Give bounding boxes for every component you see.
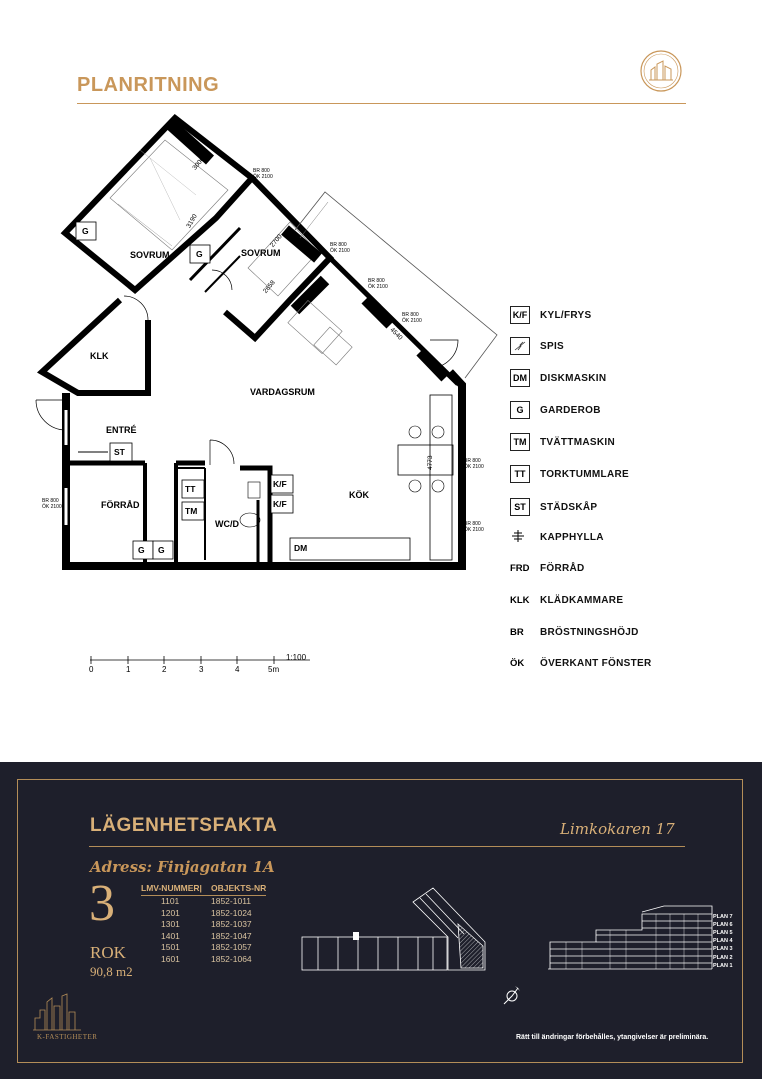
- window-note-6-ok: ÖK 2100: [464, 527, 484, 533]
- fixture-dm: DM: [294, 543, 308, 553]
- dim-2658: 2658: [262, 279, 277, 295]
- window-note-2-br: BR 800: [330, 242, 347, 248]
- building-elevation-icon: [546, 902, 714, 972]
- plan-label: PLAN 7: [713, 914, 733, 920]
- scale-tick-4: 4: [235, 665, 240, 674]
- legend-code-box: G: [510, 401, 530, 419]
- lmv-number: 1101: [161, 896, 180, 906]
- legend-code-box: K/F: [510, 306, 530, 324]
- scale-tick-2: 2: [162, 665, 167, 674]
- plan-label: PLAN 4: [713, 938, 733, 944]
- apartment-area: 90,8 m2: [90, 964, 133, 979]
- legend-item: [510, 588, 623, 612]
- scale-tick-3: 3: [199, 665, 204, 674]
- window-note-3-ok: ÖK 2100: [368, 284, 388, 290]
- fixture-g-bedroom2: G: [196, 249, 203, 259]
- lmv-number: 1301: [161, 919, 180, 930]
- room-klk: KLK: [90, 351, 109, 361]
- legend-code: BR: [510, 626, 524, 638]
- apartment-facts-panel: [0, 762, 762, 1079]
- room-sovrum-2: SOVRUM: [241, 248, 281, 258]
- legend-item: [510, 366, 606, 390]
- rooms-number: 3: [89, 875, 115, 932]
- room-forrad: FÖRRÅD: [101, 500, 140, 510]
- table-row: [141, 908, 266, 920]
- facts-title: LÄGENHETSFAKTA: [90, 815, 278, 836]
- lmv-number: 1401: [161, 930, 180, 941]
- property-name: Limkokaren 17: [560, 820, 675, 838]
- scale-ratio: 1:100: [286, 653, 307, 662]
- room-vardagsrum: VARDAGSRUM: [250, 387, 315, 397]
- lmv-number: 1601: [161, 953, 180, 964]
- facts-rule: [89, 846, 685, 847]
- coat-rack-icon: [510, 528, 530, 547]
- fixture-kf-1: K/F: [273, 479, 287, 489]
- room-kok: KÖK: [349, 490, 369, 500]
- dim-4540: 4540: [388, 326, 404, 342]
- lmv-number: 1201: [161, 907, 180, 918]
- fixture-kf-2: K/F: [273, 499, 287, 509]
- fixture-g-bedroom: G: [82, 226, 89, 236]
- legend-label: BRÖSTNINGSHÖJD: [540, 626, 639, 638]
- legend-label: DISKMASKIN: [540, 372, 607, 384]
- dim-3190: 3190: [185, 213, 199, 230]
- column-header: OBJEKTS-NR: [211, 883, 267, 893]
- object-number: 1852-1064: [211, 953, 252, 964]
- legend-code-box: DM: [510, 369, 530, 387]
- legend-item: [510, 651, 651, 675]
- legend-label: GARDEROB: [540, 404, 601, 416]
- object-number-table: [141, 883, 266, 966]
- floor-plan-drawing: [0, 0, 500, 700]
- bedroom-1-walls: [65, 118, 252, 290]
- window-note-1-br: BR 800: [253, 168, 270, 174]
- legend-item: [510, 398, 601, 422]
- klk-walls: [42, 300, 148, 393]
- window-note-1-ok: ÖK 2100: [253, 174, 273, 180]
- legend-label: KYL/FRYS: [540, 309, 592, 321]
- company-logo-icon: [33, 992, 83, 1032]
- plan-label: PLAN 5: [713, 930, 733, 936]
- scale-tick-5: 5m: [268, 665, 280, 674]
- legend-code: FRD: [510, 562, 530, 574]
- object-number: 1852-1011: [211, 896, 252, 906]
- object-number: 1852-1024: [211, 907, 252, 918]
- legend-label: KLÄDKAMMARE: [540, 594, 624, 606]
- legend-label: SPIS: [540, 340, 564, 352]
- room-sovrum-1: SOVRUM: [130, 250, 170, 260]
- object-number: 1852-1057: [211, 942, 252, 953]
- legend-label: TORKTUMMLARE: [540, 468, 629, 480]
- legend-label: KAPPHYLLA: [540, 531, 604, 543]
- legend-item: [510, 525, 604, 549]
- object-number: 1852-1047: [211, 930, 252, 941]
- legend-code-box: TM: [510, 433, 530, 451]
- window-note-6-br: BR 800: [464, 521, 481, 527]
- object-number: 1852-1037: [211, 919, 252, 930]
- plan-label: PLAN 1: [713, 963, 733, 969]
- window-note-4-br: BR 800: [402, 312, 419, 318]
- plan-label: PLAN 6: [713, 922, 733, 928]
- legend-item: [510, 556, 585, 580]
- legend-code-box: ST: [510, 498, 530, 516]
- company-name: K-FASTIGHETER: [37, 1033, 98, 1041]
- scale-tick-1: 1: [126, 665, 131, 674]
- plan-label: PLAN 3: [713, 946, 733, 952]
- legend-item: [510, 462, 629, 486]
- table-row: [141, 942, 266, 954]
- legend-code-box: TT: [510, 465, 530, 483]
- legend-item: [510, 334, 564, 358]
- room-wcd: WC/D: [215, 519, 239, 529]
- table-row: [141, 931, 266, 943]
- fixture-tt: TT: [185, 484, 196, 494]
- building-logo-icon: [640, 50, 682, 92]
- site-plan-icon: [298, 884, 498, 974]
- window-note-5-br: BR 800: [464, 458, 481, 464]
- window-note-5-ok: ÖK 2100: [464, 464, 484, 470]
- fixture-g-storage2: G: [158, 545, 165, 555]
- dim-4773: 4773: [427, 455, 434, 470]
- plan-label: PLAN 2: [713, 955, 733, 961]
- room-entre: ENTRÉ: [106, 425, 137, 435]
- compass-north-icon: [500, 984, 524, 1008]
- fixture-g-storage1: G: [138, 545, 145, 555]
- page-title: PLANRITNING: [77, 74, 220, 96]
- column-header: LMV-NUMMER|: [141, 883, 202, 893]
- window-note-3-br: BR 800: [368, 278, 385, 284]
- lmv-number: 1501: [161, 942, 180, 953]
- table-row: [141, 954, 266, 966]
- stove-icon: [510, 337, 530, 355]
- scale-bar: [89, 653, 310, 674]
- window-note-7-ok: ÖK 2100: [42, 504, 62, 510]
- window-note-7-br: BR 800: [42, 498, 59, 504]
- window-note-2-ok: ÖK 2100: [330, 248, 350, 254]
- legend-item: [510, 430, 615, 454]
- table-row: [141, 896, 266, 908]
- address: Adress: Finjagatan 1A: [90, 858, 275, 876]
- scale-tick-0: 0: [89, 665, 94, 674]
- legend-code: KLK: [510, 594, 530, 606]
- legend-label: ÖVERKANT FÖNSTER: [540, 657, 652, 669]
- legend-code: ÖK: [510, 657, 525, 669]
- fixture-st: ST: [114, 447, 125, 457]
- legend-label: TVÄTTMASKIN: [540, 436, 615, 448]
- legend-item: [510, 303, 591, 327]
- fixture-tm: TM: [185, 506, 198, 516]
- window-note-4-ok: ÖK 2100: [402, 318, 422, 324]
- table-header: [141, 883, 266, 896]
- rooms-unit: ROK: [90, 943, 126, 962]
- legend-label: STÄDSKÅP: [540, 501, 598, 513]
- dim-2700: 2700: [269, 233, 284, 249]
- table-row: [141, 919, 266, 931]
- disclaimer: Rätt till ändringar förbehålles, ytangivelser är preliminära.: [516, 1034, 709, 1041]
- legend-item: [510, 495, 597, 519]
- dim-3000: 3000: [191, 155, 207, 172]
- legend-item: [510, 620, 639, 644]
- legend-label: FÖRRÅD: [540, 562, 585, 574]
